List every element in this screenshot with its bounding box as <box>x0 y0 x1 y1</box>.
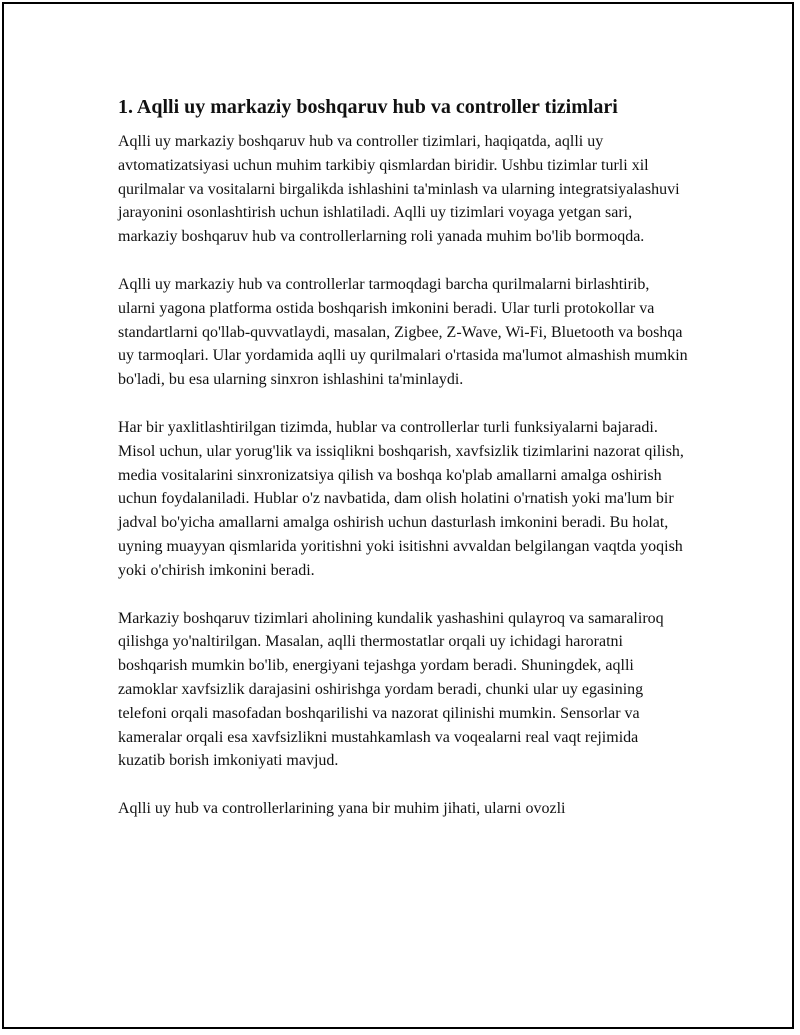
paragraph-2: Aqlli uy markaziy hub va controllerlar tarmoqdagi barcha qurilmalarni birlashtirib, ularni yagona platforma ostida boshqarish imkonini beradi. Ular turli protokollar va standartlarni qo'llab-quvvatlaydi, masalan, Zigbee, Z-Wave, Wi-Fi, Bluetooth va boshqa uy tarmoqlari. Ular yordamida aqlli uy qurilmalari o'rtasida ma'lumot almashish mumkin bo'ladi, bu esa ularning sinxron ishlashini ta'minlaydi. <box>118 275 688 389</box>
paragraph-1: Aqlli uy markaziy boshqaruv hub va controller tizimlari, haqiqatda, aqlli uy avtomatizatsiyasi uchun muhim tarkibiy qismlardan biridir. Ushbu tizimlar turli xil qurilmalar va vositalarni birgalikda ishlashini ta'minlash va ularning integratsiyalashuvi jarayonini osonlashtirish uchun ishlatiladi. Aqlli uy tizimlari voyaga yetgan sari, markaziy boshqaruv hub va controllerlarning roli yanada muhim bo'lib bormoqda. <box>118 133 680 246</box>
section-heading: 1. Aqlli uy markaziy boshqaruv hub va controller tizimlari <box>118 96 618 118</box>
paragraph-5: Aqlli uy hub va controllerlarining yana bir muhim jihati, ularni ovozli <box>118 800 566 818</box>
paragraph-3: Har bir yaxlitlashtirilgan tizimda, hublar va controllerlar turli funksiyalarni bajaradi. Misol uchun, ular yorug'lik va issiqlikni boshqarish, xavfsizlik tizimlarini nazorat qilish, media vositalarini sinxronizatsiya qilish va boshqa ko'plab amallarni amalga oshirish uchun foydalaniladi. Hublar o'z navbatida, dam olish holatini o'rnatish yoki ma'lum bir jadval bo'yicha amallarni amalga oshirish uchun dasturlash imkonini beradi. Bu holat, uyning muayyan qismlarida yoritishni yoki isitishni avvaldan belgilangan vaqtda yoqish yoki o'chirish imkonini beradi. <box>118 418 684 579</box>
paragraph-4: Markaziy boshqaruv tizimlari aholining kundalik yashashini qulayroq va samaraliroq qilishga yo'naltirilgan. Masalan, aqlli thermostatlar orqali uy ichidagi haroratni boshqarish mumkin bo'lib, energiyani tejashga yordam beradi. Shuningdek, aqlli zamoklar xavfsizlik darajasini oshirishga yordam beradi, chunki ular uy egasining telefoni orqali masofadan boshqarilishi va nazorat qilinishi mumkin. Sensorlar va kameralar orqali esa xavfsizlikni mustahkamlash va voqealarni real vaqt rejimida kuzatib borish imkoniyati mavjud. <box>118 609 664 770</box>
document-body <box>118 92 688 821</box>
